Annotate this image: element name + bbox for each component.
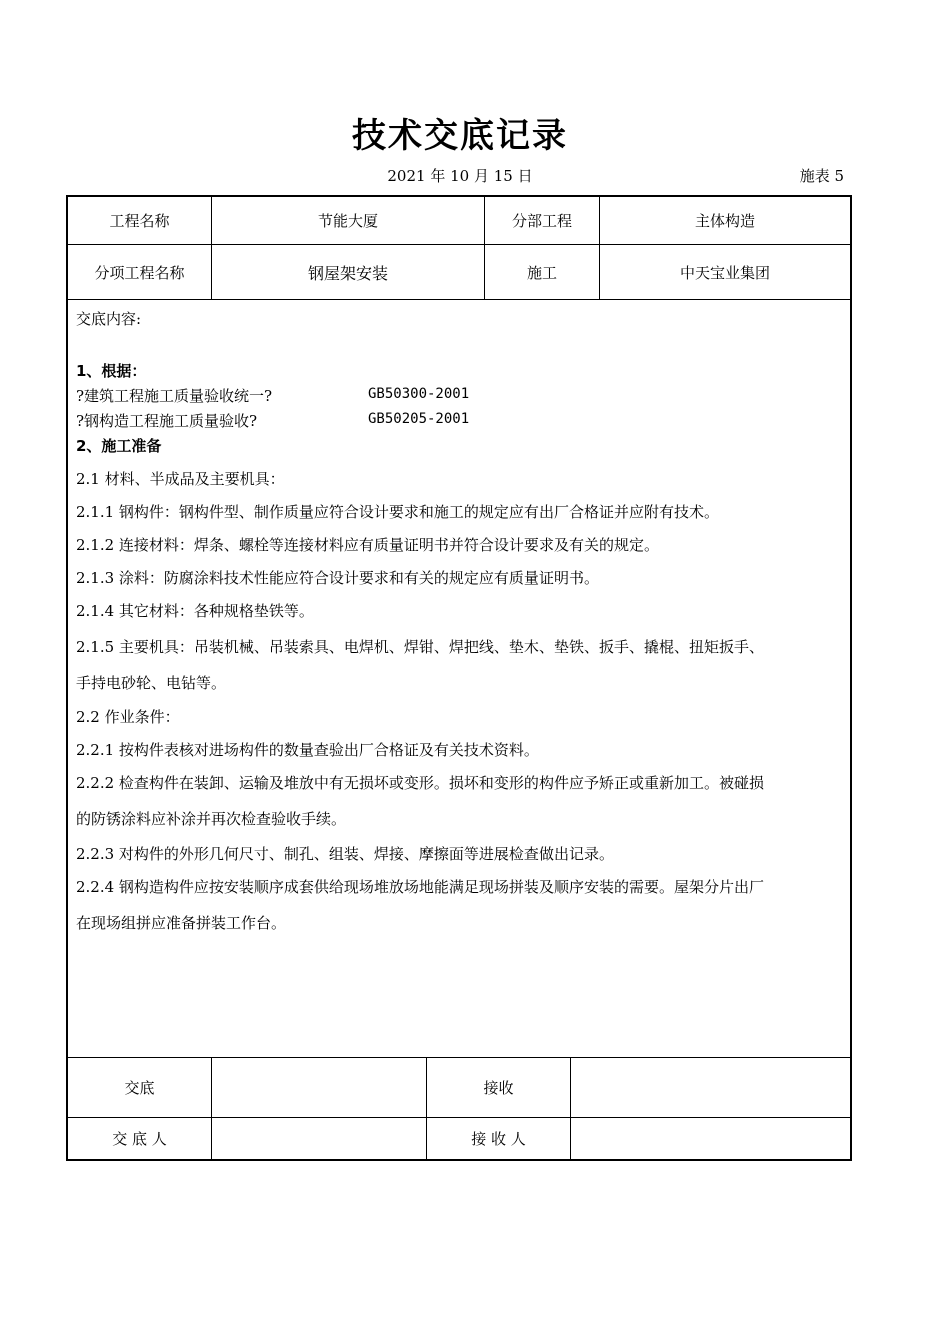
- construction-value: 中天宝业集团: [679, 263, 770, 282]
- paragraph: 2.2.4 钢构造构件应按安装顺序成套供给现场堆放场地能满足现场拼装及顺序安装的需要。屋架分片出厂: [76, 878, 764, 896]
- basis-1-code: GB50300-2001: [368, 386, 470, 402]
- division-value: 主体构造: [694, 212, 755, 230]
- project-name-value: 节能大厦: [317, 212, 378, 230]
- paragraph: 2.1.1 钢构件：钢构件型、制作质量应符合设计要求和施工的规定应有出厂合格证并应附有技术。: [76, 503, 719, 521]
- division-label: 分部工程: [511, 212, 572, 230]
- paragraph: 2.2.1 按构件表核对进场构件的数量查验出厂合格证及有关技术资料。: [76, 741, 539, 759]
- section-preparation-heading: 2、施工准备: [76, 437, 162, 455]
- basis-1-name: ?建筑工程施工质量验收统一?: [76, 387, 273, 405]
- receive-person-label: 接 收 人: [471, 1130, 526, 1148]
- paragraph: 的防锈涂料应补涂并再次检查验收手续。: [76, 810, 347, 828]
- document-date: 2021 年 10 月 15 日: [387, 167, 533, 185]
- subitem-label: 分项工程名称: [94, 263, 185, 282]
- receive-signature-field[interactable]: [571, 1058, 850, 1117]
- content-heading: 交底内容:: [76, 310, 142, 328]
- paragraph: 2.1.3 涂料：防腐涂料技术性能应符合设计要求和有关的规定应有质量证明书。: [76, 569, 599, 587]
- basis-2-code: GB50205-2001: [368, 411, 470, 427]
- row-divider: [68, 299, 850, 300]
- receive-label: 接收: [483, 1079, 514, 1097]
- handover-person-label: 交 底 人: [112, 1130, 167, 1148]
- receive-person-field[interactable]: [571, 1118, 850, 1159]
- paragraph: 2.2.3 对构件的外形几何尺寸、制孔、组装、焊接、摩擦面等进展检查做出记录。: [76, 845, 614, 863]
- paragraph: 2.1.4 其它材料：各种规格垫铁等。: [76, 602, 314, 620]
- subitem-value: 钢屋架安装: [307, 263, 388, 283]
- paragraph: 2.2.2 检查构件在装卸、运输及堆放中有无损坏或变形。损坏和变形的构件应予矫正或重新加工。被碰损: [76, 774, 764, 792]
- paragraph: 2.2 作业条件：: [76, 708, 180, 726]
- handover-person-field[interactable]: [212, 1118, 426, 1159]
- paragraph: 在现场组拼应准备拼装工作台。: [76, 914, 287, 932]
- paragraph: 2.1 材料、半成品及主要机具：: [76, 470, 285, 488]
- paragraph: 手持电砂轮、电钻等。: [76, 674, 227, 692]
- paragraph: 2.1.5 主要机具：吊装机械、吊装索具、电焊机、焊钳、焊把线、垫木、垫铁、扳手、撬棍、扭矩扳手、: [76, 638, 764, 656]
- document-title: 技术交底记录: [352, 116, 568, 156]
- basis-2-name: ?钢构造工程施工质量验收?: [76, 412, 258, 430]
- project-name-label: 工程名称: [109, 212, 170, 230]
- construction-label: 施工: [526, 263, 557, 282]
- section-basis-heading: 1、根据：: [76, 362, 147, 380]
- handover-label: 交底: [124, 1079, 155, 1097]
- form-number: 施表 5: [799, 167, 844, 185]
- handover-signature-field[interactable]: [212, 1058, 426, 1117]
- paragraph: 2.1.2 连接材料：焊条、螺栓等连接材料应有质量证明书并符合设计要求及有关的规定。: [76, 536, 659, 554]
